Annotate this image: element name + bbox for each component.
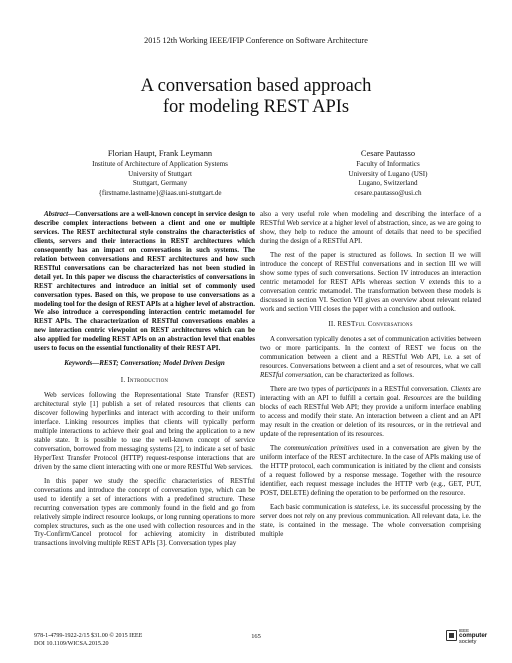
title-line-2: for modeling REST APIs (162, 97, 350, 117)
abstract (34, 210, 255, 353)
conv-paragraph-2: There are two types of participants in a RESTful conversation. Clients are interacting with an API to fulfill a certain goal. Resources are the building blocks of each RESTful Web API; they provide a uniform interface enabling to access and modify their state. An interaction between a client and an API may result in the creation or deletion of its resources, or in the retrieval and update of the representation of its resources. (260, 385, 481, 438)
right-column (260, 210, 481, 543)
logo-text-computer: computer (459, 632, 488, 639)
author-block-right (268, 148, 508, 198)
intro-paragraph-structure: The rest of the paper is structured as follows. In section II we will introduce the concept of RESTful conversations and in section III we will show some types of such conversations. Section IV introduces an interaction centric metamodel for REST APIs whereas section V extends this to a conversation centric metamodel. The transformation between these models is discussed in section VI. Section VII gives an overview about relevant related work and section VIII closes the paper with a conclusion and outlook. (260, 250, 481, 313)
intro-paragraph-1: Web services following the Representational State Transfer (REST) architectural style [1] publish a set of related resources that clients can discover following hyperlinks and interact with according to their uniform interface. Linking resources implies that clients will typically perform multiple interactions to achieve their goal and bring the application to a new stable state. It is possible to use the well-known concept of service conversation, borrowed from messaging systems [2], to indicate a set of basic HyperText Transfer Protocol (HTTP) request-response interactions that are driven by the same client interacting with one or more RESTful Web services. (34, 391, 255, 471)
paper-title (0, 76, 512, 118)
author-email: {firstname.lastname}@iaas.uni-stuttgart.de (98, 188, 222, 197)
author-block-left (40, 148, 280, 198)
intro-paragraph-2: In this paper we study the specific characteristics of RESTful conversations and introduce the concept of conversation type, which can be used to identify a set of interactions with a predefined structure. These recurring conversation types are commonly found in the field and go from relatively simple indirect resource lookups, or long running operations to more complex structures, such as the one used with collection resources and in the Try-Confirm/Cancel protocol for achieving atomicity in distributed transactions involving multiple REST APIs [3]. Conversation types play (34, 476, 255, 548)
abstract-body: —Conversations are a well-known concept in service design to describe complex interactions between a client and one or multiple services. The REST architectural style constrains the characteristics of clients, servers and their interactions in REST architectures which consequently has an impact on conversations in such systems. The relation between conversations and REST architectures and how such RESTful conversations can be characterized has not been studied in detail yet. In this paper we discuss the characteristics of conversations in REST architectures and introduce an initial set of commonly used conversation types. Based on this, we propose to use conversations as a modeling tool for the design of REST APIs at a higher level of abstraction. We also introduce a corresponding interaction centric metamodel for REST APIs. The characterization of RESTful conversations enables a new interaction centric viewpoint on REST architectures which can be also applied for modeling REST APIs on an abstraction level that enables users to focus on the essential functionality of their REST API. (34, 210, 255, 353)
author-affiliation: Institute of Architecture of Application Systems (92, 160, 228, 168)
conference-header: 2015 12th Working IEEE/IFIP Conference on Software Architecture (144, 36, 368, 45)
keywords: Keywords—REST; Conversation; Model Driven Design (64, 359, 225, 368)
author-location: Stuttgart, Germany (132, 179, 188, 188)
author-location: Lugano, Switzerland (358, 179, 418, 188)
copyright-line: 978-1-4799-1922-2/15 $31.00 © 2015 IEEE (34, 633, 143, 639)
doi-line: DOI 10.1109/WICSA.2015.20 (34, 640, 109, 647)
author-names: Florian Haupt, Frank Leymann (107, 149, 213, 158)
author-university: University of Stuttgart (128, 169, 192, 178)
logo-text-society: society (459, 638, 477, 645)
author-email: cesare.pautasso@usi.ch (354, 188, 422, 197)
title-line-1: A conversation based approach (140, 76, 372, 96)
conv-paragraph-3: The communication primitives used in a conversation are given by the uniform interface of the REST architecture. In the case of APIs making use of the HTTP protocol, each communication is initiated by the client and consists of a request followed by a response message. Together with the resource identifier, each request message includes the HTTP verb (e.g., GET, PUT, POST, DELETE) defining the operation to be performed on the resource. (260, 443, 482, 497)
left-column (34, 210, 255, 553)
page-number: 165 (251, 633, 261, 640)
section-heading-restful-conversations: II. RESTful Conversations (328, 320, 413, 329)
ieee-computer-society-logo (446, 628, 486, 646)
conv-paragraph-4: Each basic communication is stateless, i.e. its successful processing by the server does not rely on any previous communication. All relevant data, i.e. the state, is contained in the message. The whole conversation comprising multiple (260, 502, 481, 538)
abstract-lead: Abstract (44, 210, 69, 218)
author-university: University of Lugano (USI) (348, 169, 428, 178)
section-heading-introduction: I. Introduction (120, 376, 169, 385)
conv-paragraph-1: A conversation typically denotes a set of communication activities between two or more participants. In the context of REST we focus on the communication between a client and a RESTful Web API, i.e. a set of resources. Conversations between a client and a set of resources, what we call RESTful conversation, can be characterized as follows. (260, 335, 481, 380)
logo-mark-icon (446, 630, 457, 641)
author-names: Cesare Pautasso (360, 149, 416, 158)
author-affiliation: Faculty of Informatics (356, 160, 420, 168)
intro-paragraph-continued: also a very useful role when modeling and describing the interface of a RESTful Web service at a higher level of abstraction, since, as we are going to show, they help to reduce the amount of details that need to be specified during the design of a RESTful API. (260, 210, 481, 245)
logo-text-ieee: IEEE (459, 628, 470, 633)
